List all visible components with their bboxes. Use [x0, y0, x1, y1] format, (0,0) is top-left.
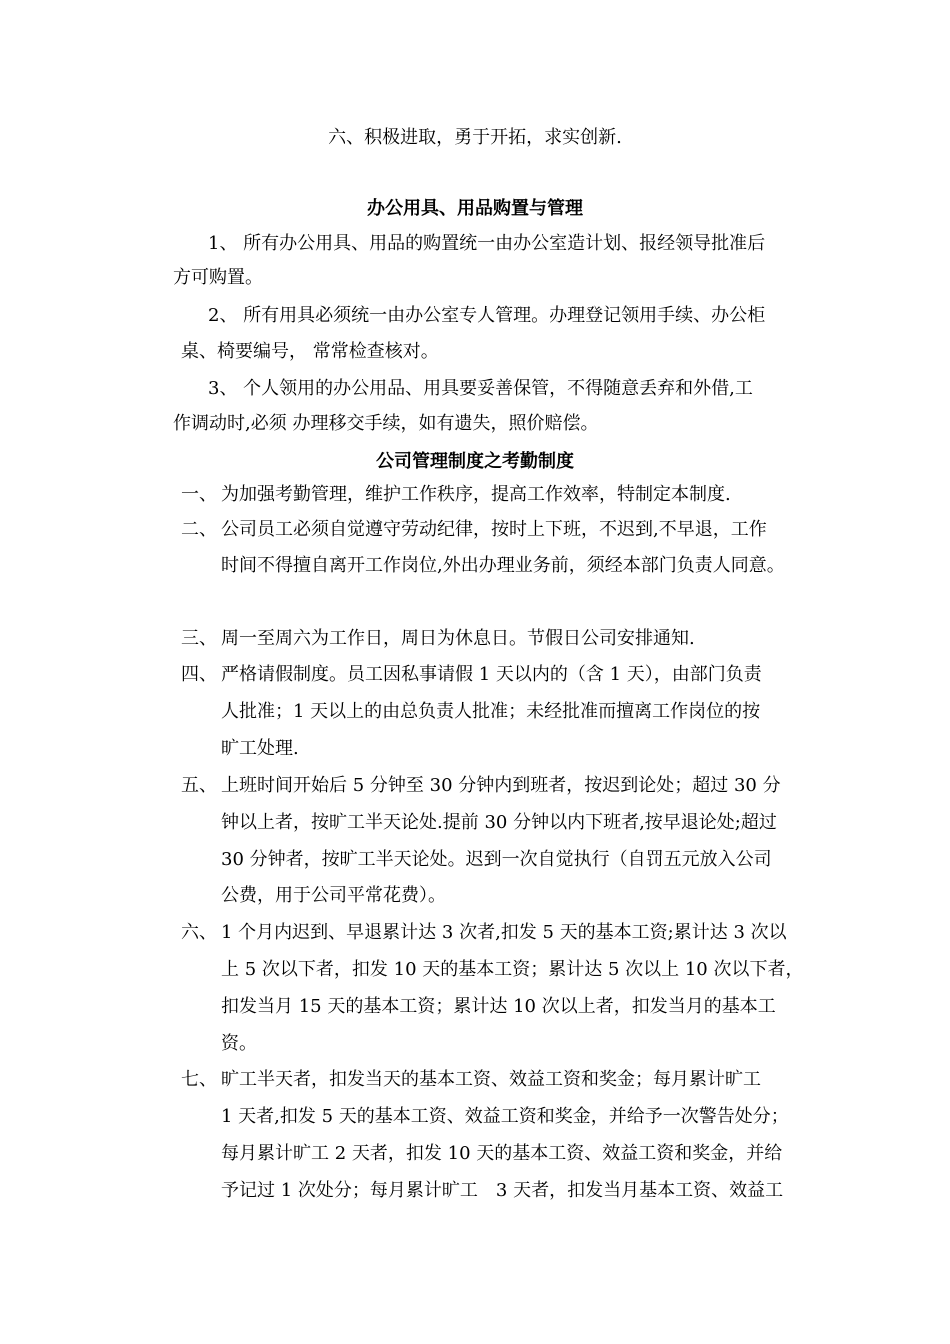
office-item-1-line-1: 1、 所有办公用具、用品的购置统一由办公室造计划、报经领导批准后 — [208, 233, 766, 254]
attendance-item-number: 二、 — [181, 519, 217, 540]
attendance-item-line: 公司员工必须自觉遵守劳动纪律，按时上下班，不迟到,不早退，工作 — [221, 519, 767, 540]
attendance-item-line: 周一至周六为工作日，周日为休息日。节假日公司安排通知. — [221, 628, 695, 649]
attendance-item-line: 公费，用于公司平常花费）。 — [221, 885, 446, 906]
office-item-1-line-2: 方可购置。 — [173, 267, 263, 288]
attendance-item-line: 予记过 1 次处分；每月累计旷工 3 天者，扣发当月基本工资、效益工 — [221, 1180, 784, 1201]
attendance-item-line: 上 5 次以下者，扣发 10 天的基本工资；累计达 5 次以上 10 次以下者， — [221, 959, 804, 980]
attendance-item-number: 三、 — [181, 628, 217, 649]
attendance-item-line: 1 个月内迟到、早退累计达 3 次者,扣发 5 天的基本工资;累计达 3 次以 — [221, 922, 787, 943]
office-item-2-line-1: 2、 所有用具必须统一由办公室专人管理。办理登记领用手续、办公柜 — [208, 305, 766, 326]
attendance-item-line: 为加强考勤管理，维护工作秩序，提高工作效率，特制定本制度. — [221, 484, 731, 505]
attendance-item-number: 七、 — [181, 1069, 217, 1090]
attendance-item-number: 六、 — [181, 922, 217, 943]
office-item-3-line-1: 3、 个人领用的办公用品、用具要妥善保管，不得随意丢弃和外借,工 — [208, 378, 753, 399]
attendance-item-line: 旷工半天者，扣发当天的基本工资、效益工资和奖金；每月累计旷工 — [221, 1069, 761, 1090]
office-item-3-line-2: 作调动时,必须 办理移交手续，如有遗失，照价赔偿。 — [173, 413, 599, 434]
attendance-item-line: 资。 — [221, 1033, 257, 1054]
attendance-item-line: 扣发当月 15 天的基本工资；累计达 10 次以上者，扣发当月的基本工 — [221, 996, 776, 1017]
attendance-item-number: 一、 — [181, 484, 217, 505]
attendance-item-line: 人批准；1 天以上的由总负责人批准；未经批准而擅离工作岗位的按 — [221, 701, 761, 722]
attendance-item-line: 时间不得擅自离开工作岗位,外出办理业务前，须经本部门负责人同意。 — [221, 555, 785, 576]
motto-line-6: 六、积极进取，勇于开拓，求实创新. — [328, 127, 622, 148]
office-item-2-line-2: 桌、椅要编号， 常常检查核对。 — [181, 341, 439, 362]
attendance-item-line: 每月累计旷工 2 天者，扣发 10 天的基本工资、效益工资和奖金，并给 — [221, 1143, 783, 1164]
attendance-item-line: 1 天者,扣发 5 天的基本工资、效益工资和奖金，并给予一次警告处分； — [221, 1106, 789, 1127]
section-title-attendance: 公司管理制度之考勤制度 — [376, 451, 574, 472]
attendance-item-line: 上班时间开始后 5 分钟至 30 分钟内到班者，按迟到论处；超过 30 分 — [221, 775, 781, 796]
attendance-item-number: 五、 — [181, 775, 217, 796]
attendance-item-number: 四、 — [181, 664, 217, 685]
attendance-item-line: 旷工处理. — [221, 738, 299, 759]
attendance-item-line: 严格请假制度。员工因私事请假 1 天以内的（含 1 天），由部门负责 — [221, 664, 762, 685]
attendance-item-line: 30 分钟者，按旷工半天论处。迟到一次自觉执行（自罚五元放入公司 — [221, 849, 772, 870]
attendance-item-line: 钟以上者，按旷工半天论处.提前 30 分钟以内下班者,按早退论处;超过 — [221, 812, 777, 833]
section-title-office-supplies: 办公用具、用品购置与管理 — [367, 198, 583, 219]
